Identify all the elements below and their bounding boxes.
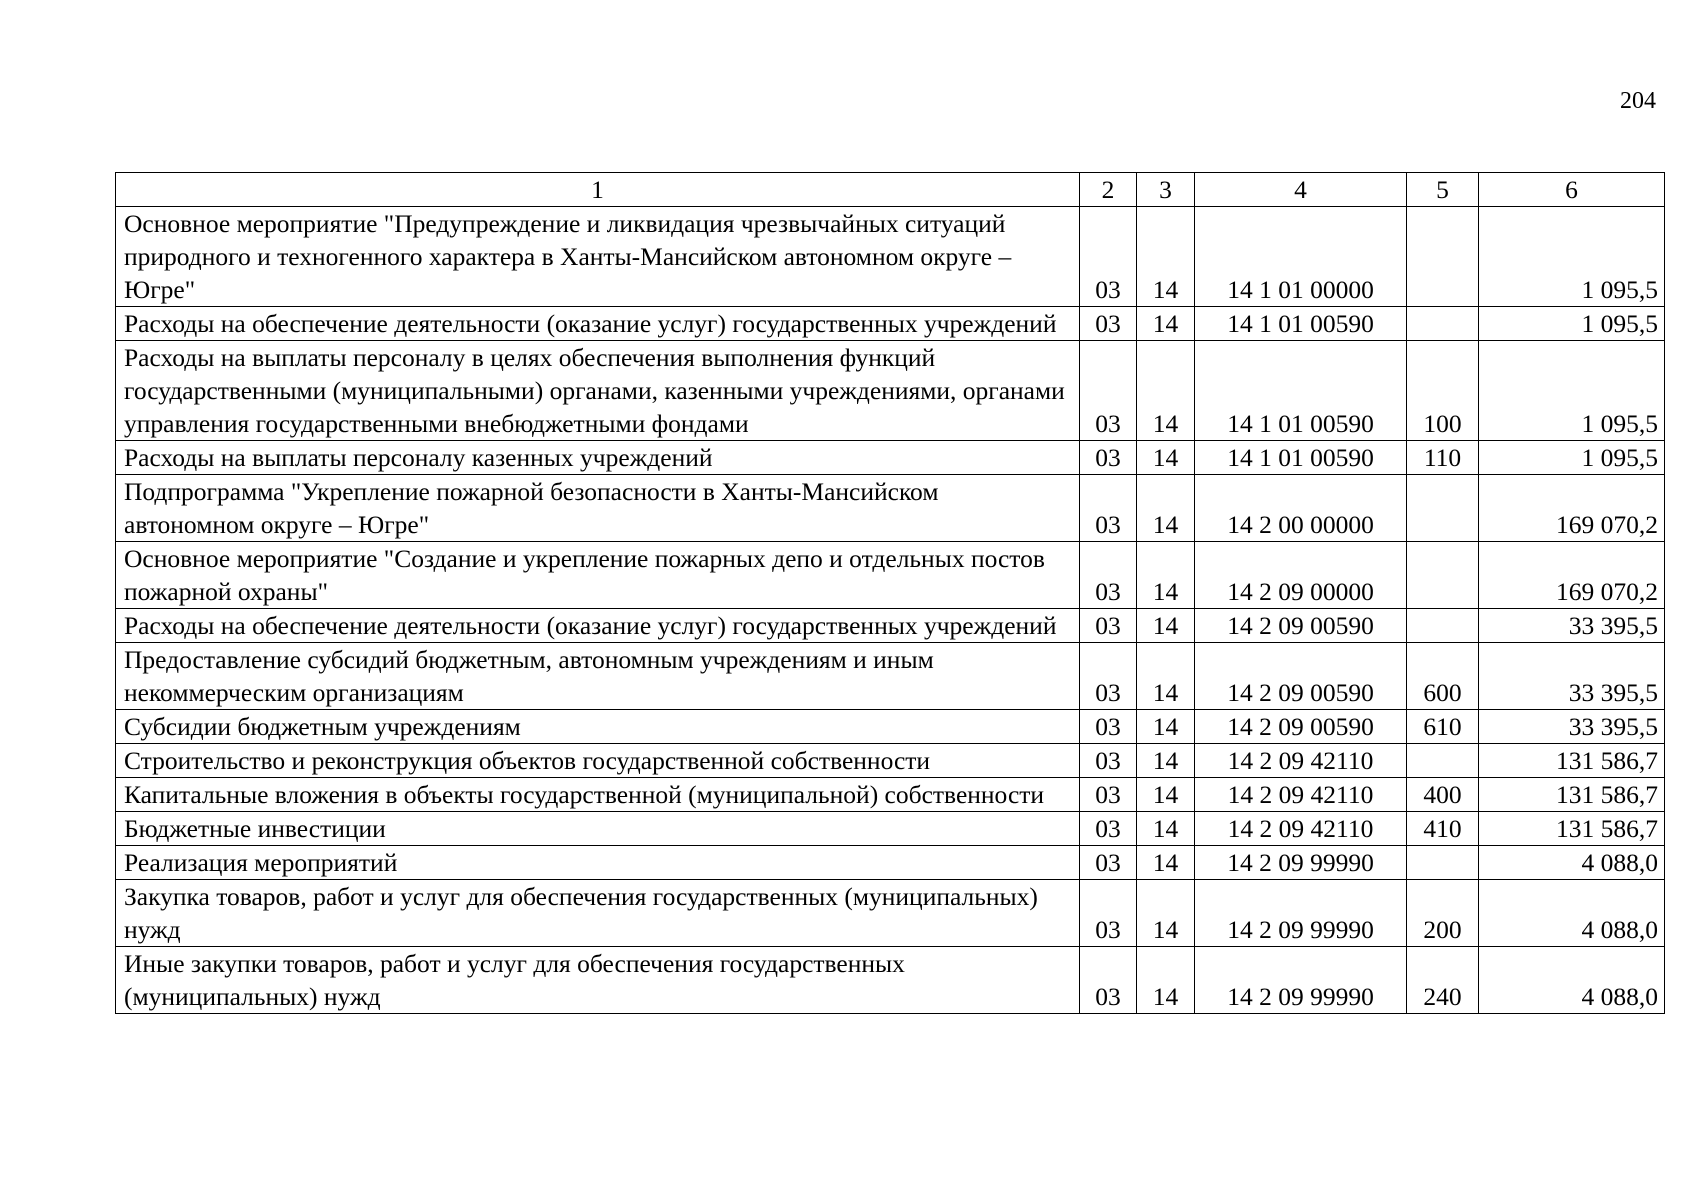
table-row (116, 744, 1665, 778)
column-header: 2 (1080, 173, 1137, 207)
column-header: 6 (1479, 173, 1665, 207)
table-row (116, 207, 1665, 307)
amount-cell: 169 070,2 (1479, 475, 1665, 542)
target-article-cell: 14 1 01 00590 (1195, 307, 1407, 341)
row-name-cell: Капитальные вложения в объекты государственной (муниципальной) собственности (116, 778, 1080, 812)
table-row (116, 778, 1665, 812)
table-row (116, 643, 1665, 710)
amount-cell: 4 088,0 (1479, 947, 1665, 1014)
target-article-cell: 14 2 09 00590 (1195, 643, 1407, 710)
page-number: 204 (1620, 88, 1656, 114)
subsection-code-cell: 14 (1137, 947, 1195, 1014)
section-code-cell: 03 (1080, 475, 1137, 542)
section-code-cell: 03 (1080, 542, 1137, 609)
expense-type-cell (1407, 846, 1479, 880)
table-row (116, 307, 1665, 341)
table-row (116, 542, 1665, 609)
target-article-cell: 14 2 09 99990 (1195, 846, 1407, 880)
row-name-cell: Расходы на выплаты персоналу казенных учреждений (116, 441, 1080, 475)
row-name-cell: Субсидии бюджетным учреждениям (116, 710, 1080, 744)
expense-type-cell: 610 (1407, 710, 1479, 744)
amount-cell: 4 088,0 (1479, 846, 1665, 880)
amount-cell: 1 095,5 (1479, 441, 1665, 475)
section-code-cell: 03 (1080, 643, 1137, 710)
expense-type-cell: 100 (1407, 341, 1479, 441)
section-code-cell: 03 (1080, 710, 1137, 744)
amount-cell: 4 088,0 (1479, 880, 1665, 947)
target-article-cell: 14 2 09 42110 (1195, 744, 1407, 778)
section-code-cell: 03 (1080, 947, 1137, 1014)
subsection-code-cell: 14 (1137, 778, 1195, 812)
expense-type-cell: 200 (1407, 880, 1479, 947)
row-name-cell: Подпрограмма "Укрепление пожарной безопасности в Ханты-Мансийском автономном округе – Югре" (116, 475, 1080, 542)
section-code-cell: 03 (1080, 812, 1137, 846)
row-name-cell: Строительство и реконструкция объектов государственной собственности (116, 744, 1080, 778)
section-code-cell: 03 (1080, 609, 1137, 643)
row-name-cell: Бюджетные инвестиции (116, 812, 1080, 846)
subsection-code-cell: 14 (1137, 880, 1195, 947)
section-code-cell: 03 (1080, 880, 1137, 947)
section-code-cell: 03 (1080, 341, 1137, 441)
table-row (116, 441, 1665, 475)
target-article-cell: 14 2 09 00590 (1195, 710, 1407, 744)
amount-cell: 131 586,7 (1479, 744, 1665, 778)
row-name-cell: Расходы на обеспечение деятельности (оказание услуг) государственных учреждений (116, 307, 1080, 341)
target-article-cell: 14 2 09 42110 (1195, 778, 1407, 812)
subsection-code-cell: 14 (1137, 744, 1195, 778)
target-article-cell: 14 1 01 00000 (1195, 207, 1407, 307)
target-article-cell: 14 2 09 00590 (1195, 609, 1407, 643)
column-header: 5 (1407, 173, 1479, 207)
expense-type-cell: 110 (1407, 441, 1479, 475)
section-code-cell: 03 (1080, 846, 1137, 880)
expense-type-cell: 600 (1407, 643, 1479, 710)
amount-cell: 169 070,2 (1479, 542, 1665, 609)
row-name-cell: Основное мероприятие "Предупреждение и ликвидация чрезвычайных ситуаций природного и техногенного характера в Ханты-Мансийском автономном округе – Югре" (116, 207, 1080, 307)
row-name-cell: Предоставление субсидий бюджетным, автономным учреждениям и иным некоммерческим организациям (116, 643, 1080, 710)
section-code-cell: 03 (1080, 207, 1137, 307)
table-row (116, 609, 1665, 643)
subsection-code-cell: 14 (1137, 441, 1195, 475)
expense-type-cell (1407, 475, 1479, 542)
table-row (116, 880, 1665, 947)
target-article-cell: 14 2 09 00000 (1195, 542, 1407, 609)
row-name-cell: Реализация мероприятий (116, 846, 1080, 880)
expense-type-cell (1407, 744, 1479, 778)
subsection-code-cell: 14 (1137, 812, 1195, 846)
row-name-cell: Иные закупки товаров, работ и услуг для обеспечения государственных (муниципальных) нужд (116, 947, 1080, 1014)
header-row (116, 173, 1665, 207)
table-body (116, 207, 1665, 1014)
subsection-code-cell: 14 (1137, 643, 1195, 710)
column-header: 1 (116, 173, 1080, 207)
column-header: 4 (1195, 173, 1407, 207)
subsection-code-cell: 14 (1137, 609, 1195, 643)
target-article-cell: 14 2 00 00000 (1195, 475, 1407, 542)
table-row (116, 341, 1665, 441)
row-name-cell: Расходы на обеспечение деятельности (оказание услуг) государственных учреждений (116, 609, 1080, 643)
amount-cell: 1 095,5 (1479, 207, 1665, 307)
subsection-code-cell: 14 (1137, 542, 1195, 609)
expense-type-cell (1407, 307, 1479, 341)
subsection-code-cell: 14 (1137, 307, 1195, 341)
row-name-cell: Основное мероприятие "Создание и укрепление пожарных депо и отдельных постов пожарной охраны" (116, 542, 1080, 609)
amount-cell: 33 395,5 (1479, 609, 1665, 643)
table-row (116, 812, 1665, 846)
section-code-cell: 03 (1080, 307, 1137, 341)
subsection-code-cell: 14 (1137, 710, 1195, 744)
expense-type-cell (1407, 609, 1479, 643)
expense-type-cell: 240 (1407, 947, 1479, 1014)
target-article-cell: 14 1 01 00590 (1195, 341, 1407, 441)
subsection-code-cell: 14 (1137, 341, 1195, 441)
amount-cell: 33 395,5 (1479, 643, 1665, 710)
target-article-cell: 14 2 09 99990 (1195, 880, 1407, 947)
subsection-code-cell: 14 (1137, 207, 1195, 307)
target-article-cell: 14 1 01 00590 (1195, 441, 1407, 475)
subsection-code-cell: 14 (1137, 846, 1195, 880)
section-code-cell: 03 (1080, 441, 1137, 475)
row-name-cell: Расходы на выплаты персоналу в целях обеспечения выполнения функций государственными (муниципальными) органами, казенными учреждениями, органами управления государственными внебюджетными фондами (116, 341, 1080, 441)
target-article-cell: 14 2 09 99990 (1195, 947, 1407, 1014)
table-row (116, 475, 1665, 542)
row-name-cell: Закупка товаров, работ и услуг для обеспечения государственных (муниципальных) нужд (116, 880, 1080, 947)
amount-cell: 131 586,7 (1479, 812, 1665, 846)
expense-type-cell (1407, 207, 1479, 307)
amount-cell: 1 095,5 (1479, 341, 1665, 441)
column-header: 3 (1137, 173, 1195, 207)
section-code-cell: 03 (1080, 778, 1137, 812)
budget-table (115, 172, 1665, 1014)
expense-type-cell: 400 (1407, 778, 1479, 812)
section-code-cell: 03 (1080, 744, 1137, 778)
table-row (116, 710, 1665, 744)
amount-cell: 1 095,5 (1479, 307, 1665, 341)
amount-cell: 131 586,7 (1479, 778, 1665, 812)
expense-type-cell: 410 (1407, 812, 1479, 846)
expense-type-cell (1407, 542, 1479, 609)
target-article-cell: 14 2 09 42110 (1195, 812, 1407, 846)
table-row (116, 846, 1665, 880)
amount-cell: 33 395,5 (1479, 710, 1665, 744)
subsection-code-cell: 14 (1137, 475, 1195, 542)
table-row (116, 947, 1665, 1014)
